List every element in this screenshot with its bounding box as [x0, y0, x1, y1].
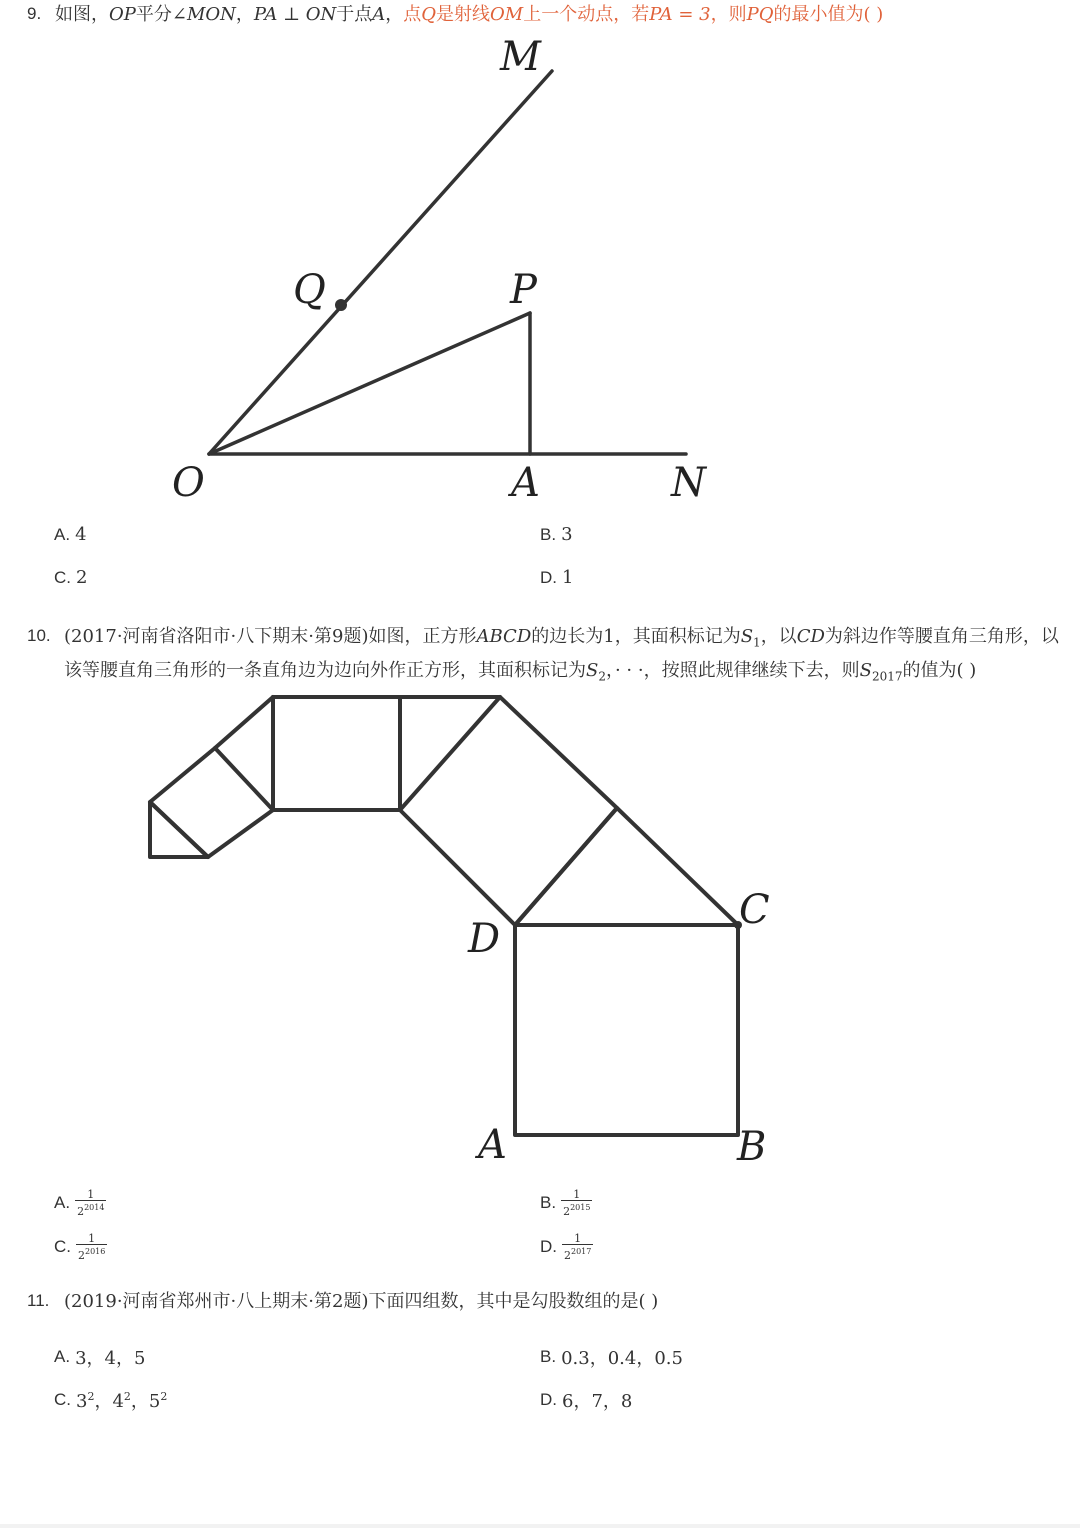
- option-c[interactable]: C. 2: [54, 567, 88, 588]
- question-number: 10.: [27, 626, 51, 645]
- segment-op: [209, 313, 530, 454]
- ray-om: [209, 71, 552, 454]
- square-5: [150, 802, 208, 857]
- label-a: A: [478, 1122, 507, 1168]
- label-o: O: [172, 460, 205, 506]
- option-a[interactable]: A. 3，4，5: [54, 1347, 146, 1369]
- highlighted-condition: 点Q是射线OM上一个动点，若PA = 3，则PQ的最小值为( ): [403, 4, 884, 25]
- label-m: M: [500, 34, 541, 80]
- option-b[interactable]: B. 3: [540, 524, 573, 545]
- label-q: Q: [293, 267, 326, 313]
- option-a[interactable]: A. $\frac{1}{2^{2014}}$: [54, 1188, 105, 1218]
- label-c: C: [739, 887, 770, 933]
- question-number: 11.: [27, 1291, 50, 1310]
- label-a: A: [511, 460, 540, 506]
- label-d: D: [468, 916, 501, 962]
- square-abcd: [515, 925, 738, 1135]
- angle-bisector-figure: [0, 0, 1080, 520]
- option-c[interactable]: C. $\frac{1}{2^{2016}}$: [54, 1232, 106, 1262]
- option-a[interactable]: A. 4: [54, 524, 87, 545]
- square-3: [273, 697, 400, 810]
- page-bottom-divider: [0, 1524, 1080, 1528]
- option-d[interactable]: D. 1: [540, 567, 574, 588]
- question-stem-line-1: (2017·河南省洛阳市·八下期末·第9题)如图，正方形ABCD的边长为1，其面积标记为$S_1$，以CD为斜边作等腰直角三角形，以: [64, 626, 1059, 650]
- question-stem: (2019·河南省郑州市·八上期末·第2题)下面四组数，其中是勾股数组的是( ): [64, 1291, 659, 1312]
- option-c[interactable]: C. $3^2$，$4^2$，$5^2$: [54, 1390, 168, 1412]
- question-stem: 如图，OP平分∠MON，PA ⊥ ON于点A，点Q是射线OM上一个动点，若PA = 3，则PQ的最小值为( ): [55, 4, 884, 25]
- square-spiral-figure: [0, 680, 1080, 1180]
- option-b[interactable]: B. $\frac{1}{2^{2015}}$: [540, 1188, 591, 1218]
- triangle-1: [515, 808, 738, 925]
- label-b: B: [737, 1124, 767, 1170]
- triangle-4-leg: [215, 748, 273, 810]
- option-d[interactable]: D. 6，7，8: [540, 1390, 633, 1412]
- label-p: P: [510, 267, 537, 313]
- question-stem-line-2: 该等腰直角三角形的一条直角边为边向外作正方形，其面积标记为$S_2$，· · ·，按照此规律继续下去，则$S_{2017}$的值为( ): [64, 660, 977, 684]
- option-d[interactable]: D. $\frac{1}{2^{2017}}$: [540, 1232, 592, 1262]
- label-n: N: [671, 460, 706, 506]
- option-b[interactable]: B. 0.3，0.4，0.5: [540, 1347, 683, 1369]
- square-4: [150, 697, 273, 857]
- square-2: [400, 697, 617, 925]
- point-q: [335, 299, 347, 311]
- question-number: 9.: [27, 4, 42, 23]
